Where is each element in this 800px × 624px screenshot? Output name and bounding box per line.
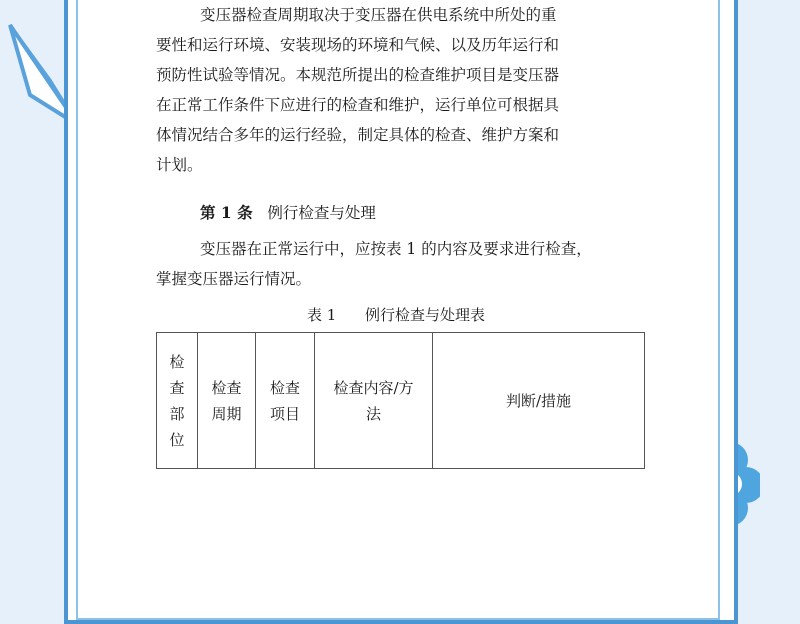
document-page xyxy=(156,0,656,600)
header-inspection-part: 检 查 部 位 xyxy=(157,333,198,469)
paragraph-routine-check xyxy=(156,234,592,294)
article-title: 例行检查与处理 xyxy=(267,204,376,222)
paragraph-inspection-cycle xyxy=(156,0,559,180)
text-line: 要性和运行环境、安装现场的环境和气候、以及历年运行和 xyxy=(156,36,560,54)
header-judgement-measures: 判断/措施 xyxy=(433,333,645,469)
header-inspection-item: 检查 项目 xyxy=(256,333,315,469)
inspection-table xyxy=(156,332,645,469)
article-number: 第 1 条 xyxy=(200,203,253,222)
text-line: 在正常工作条件下应进行的检查和维护，运行单位可根据具 xyxy=(156,96,560,114)
header-inspection-method: 检查内容/方 法 xyxy=(315,333,433,469)
text-line: 计划。 xyxy=(156,156,203,174)
table-caption: 表 1 例行检查与处理表 xyxy=(307,306,485,324)
table-header-row xyxy=(157,333,645,469)
header-inspection-cycle: 检查 周期 xyxy=(198,333,256,469)
text-line: 体情况结合多年的运行经验，制定具体的检查、维护方案和 xyxy=(156,126,560,144)
article-heading xyxy=(156,198,376,228)
text-line: 掌握变压器运行情况。 xyxy=(156,270,312,288)
text-line: 变压器检查周期取决于变压器在供电系统中所处的重 xyxy=(200,6,557,24)
text-line: 预防性试验等情况。本规范所提出的检查维护项目是变压器 xyxy=(156,66,560,84)
text-line: 变压器在正常运行中，应按表 1 的内容及要求进行检查， xyxy=(200,240,592,258)
